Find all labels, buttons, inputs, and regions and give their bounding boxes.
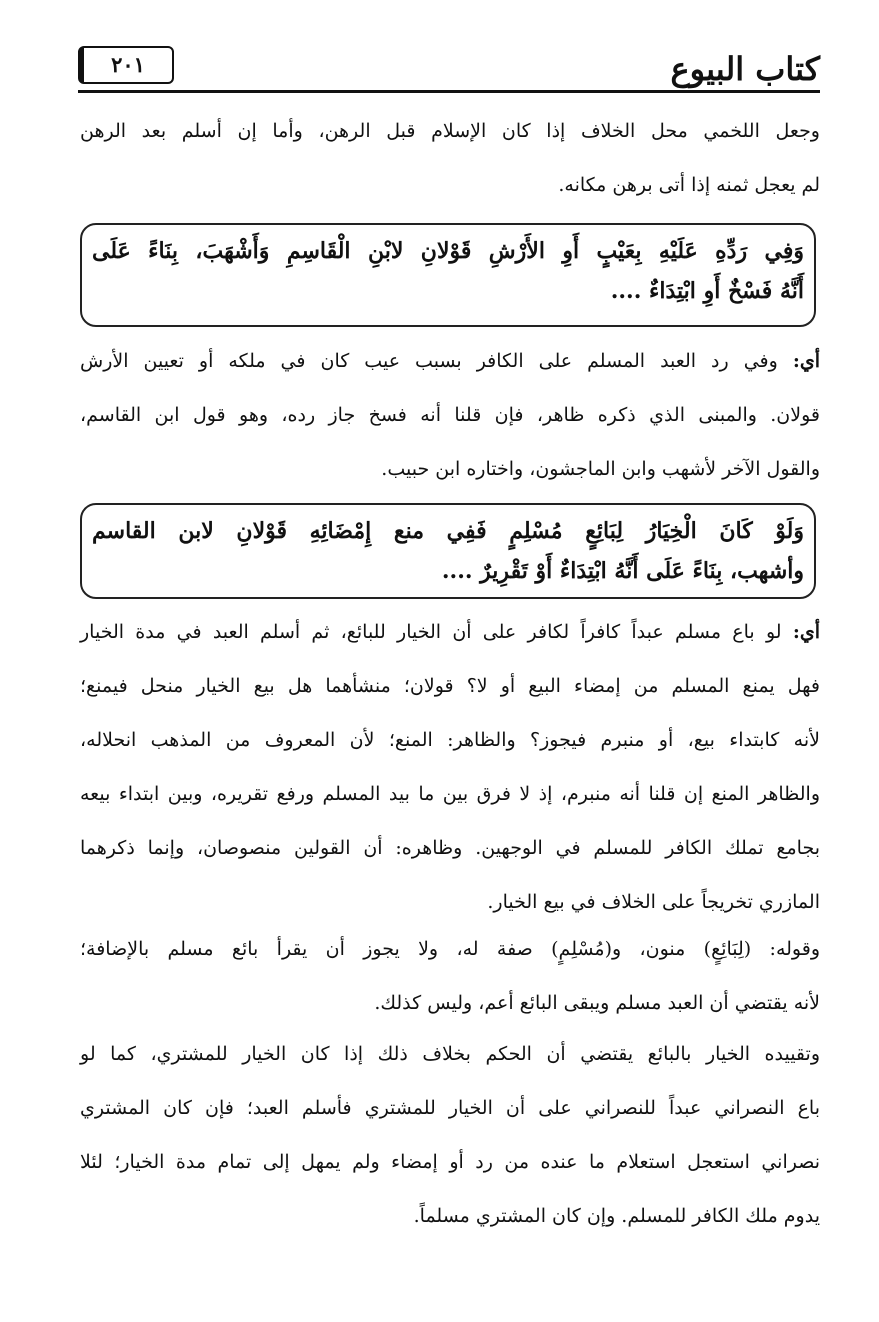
text-line: والقول الآخر لأشهب وابن الماجشون، واختاره ابن حبيب. [381,458,820,480]
commentary-paragraph [80,1027,820,1243]
text-line: وقوله: (لِبَائِعٍ) منون، و(مُسْلِمٍ) صفة له، ولا يجوز أن يقرأ بائع مسلم بالإضافة؛ [80,938,820,960]
commentary-paragraph [80,922,820,1030]
text-line: قولان. والمبنى الذي ذكره ظاهر، فإن قلنا أنه فسخ جاز رده، وهو قول ابن القاسم، [80,404,820,426]
page-number: ٢٠١ [111,52,145,77]
commentary-paragraph [80,605,820,929]
matn-box [80,503,816,599]
text-run: وفي رد العبد المسلم على الكافر بسبب عيب كان في ملكه أو تعيين الأرش [80,350,793,372]
text-line: والظاهر المنع إن قلنا أنه منبرم، إذ لا فرق بين ما بيد المسلم ورفع تقريره، وبين ابتداء بيعه [80,783,820,805]
matn-line: أَنَّهُ فَسْخٌ أَوِ ابْتِدَاءٌ .... [610,278,804,304]
text-line: وتقييده الخيار بالبائع يقتضي أن الحكم بخلاف ذلك إذا كان الخيار للمشتري، كما لو [80,1043,820,1065]
lead-word: أي: [792,350,820,372]
text-line: باع النصراني عبداً للنصراني على أن الخيار للمشتري فأسلم العبد؛ فإن كان المشتري [80,1097,820,1119]
matn-line: وَلَوْ كَانَ الْخِيَارُ لِبَائِعٍ مُسْلِمٍ فَفِي منع إِمْضَائِهِ قَوْلانِ لابن القاسم [92,518,804,544]
matn-box [80,223,816,327]
page-number-box [78,46,174,84]
commentary-paragraph [80,334,820,496]
text-line: المازري تخريجاً على الخلاف في بيع الخيار. [487,891,820,913]
text-line: نصراني استعجل استعلام ما عنده من رد أو إمضاء ولم يمهل إلى تمام مدة الخيار؛ لئلا [80,1151,820,1173]
book-title: كتاب البيوع [670,50,820,88]
text-line: فهل يمنع المسلم من إمضاء البيع أو لا؟ قولان؛ منشأهما هل بيع الخيار منحل فيمنع؛ [80,675,820,697]
matn-line: وأشهب، بِنَاءً عَلَى أَنَّهُ ابْتِدَاءٌ أَوْ تَقْرِيرٌ .... [441,558,804,584]
text-line: يدوم ملك الكافر للمسلم. وإن كان المشتري مسلماً. [413,1205,820,1227]
page-header [78,46,820,94]
header-rule [78,90,820,93]
text-line: لأنه يقتضي أن العبد مسلم ويبقى البائع أعم، وليس كذلك. [374,992,820,1014]
text-line [80,334,820,388]
text-line: وجعل اللخمي محل الخلاف إذا كان الإسلام قبل الرهن، وأما إن أسلم بعد الرهن [80,120,820,142]
matn-line: وَفِي رَدِّهِ عَلَيْهِ بِعَيْبٍ أَوِ الأَرْشِ قَوْلانِ لابْنِ الْقَاسِمِ وَأَشْهَبَ، بِنَاءً عَلَى [92,238,804,264]
text-line: لم يعجل ثمنه إذا أتى برهن مكانه. [558,174,820,196]
intro-paragraph [80,104,820,212]
text-run: لو باع مسلم عبداً كافراً لكافر على أن الخيار للبائع، ثم أسلم العبد في مدة الخيار [80,621,793,643]
text-line: لأنه كابتداء بيع، أو منبرم فيجوز؟ والظاهر: المنع؛ لأن المعروف من المذهب انحلاله، [80,729,820,751]
text-line [80,605,820,659]
text-line: بجامع تملك الكافر للمسلم في الوجهين. وظاهره: أن القولين منصوصان، وإنما ذكرهما [80,837,820,859]
lead-word: أي: [792,621,820,643]
